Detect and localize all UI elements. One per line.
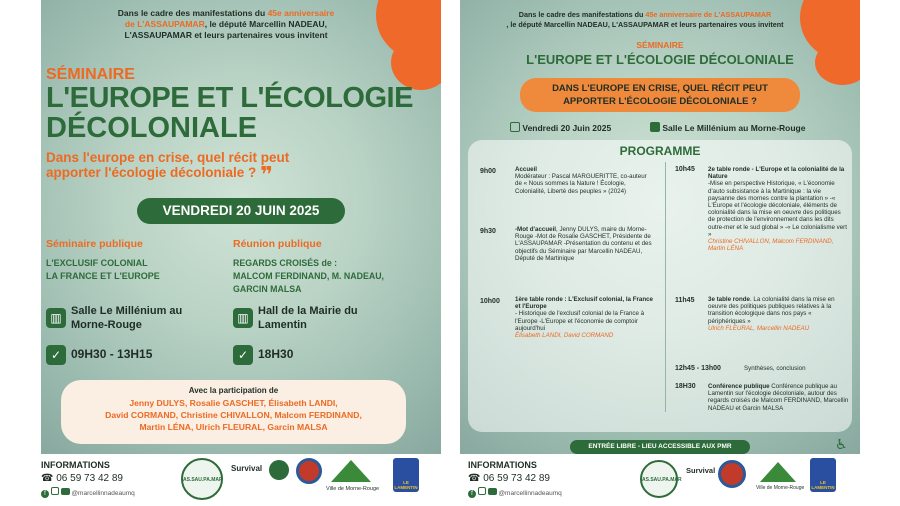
programme-item: Conférence publique Conférence publique au Lamentin sur l'écologie décoloniale, autour des regards croisés de Malcom FERDINAND, Marcellin NADEAU et Garcin MALSA xyxy=(708,383,849,412)
youtube-icon xyxy=(61,488,70,495)
col1-venue: Salle Le Millénium au Morne-Rouge xyxy=(71,305,183,331)
programme-item: Accueil Modérateur : Pascal MARGUERITTE, co-auteur de « Nous sommes la Nature ! Écologie, Colonialité, Liberté des peuples » (2024) xyxy=(515,166,647,195)
logo-morne-rouge-mountain xyxy=(331,460,371,482)
title-line1: L'EUROPE ET L'ÉCOLOGIE xyxy=(46,82,413,114)
item-time: 11h45 xyxy=(675,297,695,304)
phone-row: ☎ 06 59 73 42 89 xyxy=(41,473,123,484)
logo-lamentin: LE LAMENTIN xyxy=(393,458,419,492)
title: L'EUROPE ET L'ÉCOLOGIE DÉCOLONIALE xyxy=(526,52,794,67)
item-time: 9h30 xyxy=(480,228,496,235)
info-label: INFORMATIONS xyxy=(468,460,537,470)
calendar-check-icon-2: ✓ xyxy=(233,345,253,365)
col2-time: 18H30 xyxy=(258,347,294,361)
youtube-icon xyxy=(488,488,497,495)
phone-icon: ☎ xyxy=(41,473,54,484)
logo-lamentin: LE LAMENTIN xyxy=(810,458,836,492)
logo-partner-round xyxy=(296,458,322,484)
programme-item: -Mot d'accueil, Jenny DULYS, maire du Morne-Rouge -Mot de Rosalie GASCHET, Présidente de L'ASSAUPAMAR -Présentation du contenu et des objectifs du Séminaire par Marcellin NADEAU, Député de Martinique xyxy=(515,226,652,262)
venue-row: Salle Le Millénium au Morne-Rouge xyxy=(650,122,805,133)
programme-divider xyxy=(665,162,666,412)
participation-names: Jenny DULYS, Rosalie GASCHET, Élisabeth LANDI, David CORMAND, Christine CHIVALLON, Malcom FERDINAND, Martin LÉNA, Ulrich FLEURAL, Garcin MALSA xyxy=(105,398,362,432)
logo-morne-rouge-mountain xyxy=(760,462,796,482)
programme-item: Synthèses, conclusion xyxy=(744,365,806,372)
info-label: INFORMATIONS xyxy=(41,460,110,470)
title-line2: DÉCOLONIALE xyxy=(46,112,258,144)
flyer-right xyxy=(460,0,860,506)
programme-title: PROGRAMME xyxy=(619,144,701,158)
building-icon xyxy=(650,122,660,132)
flyer-left xyxy=(41,0,441,506)
facebook-icon: f xyxy=(41,490,49,498)
programme-item: 2e table ronde - L'Europe et la colonialité de la Nature -Mise en perspective Historique, « L'économie d'auto subsistance à la Martinique : la vie paysanne des mornes contre la plantation » -« L'Europe et l'écologie décoloniale, éléments de colonialité dans la mise en oeuvre des politiques de protection de l'environnement dans les dits outre-mer et le sud global » -« Le colonialisme vert » Christine CHIVALLON, Malcom FERDINAND, Martin LÉNA xyxy=(708,166,847,253)
col1-time: 09H30 - 13H15 xyxy=(71,347,153,361)
logo-survival: Survival xyxy=(231,464,263,473)
wheelchair-icon: ♿ xyxy=(835,436,848,452)
programme-item: 1ère table ronde : L'Exclusif colonial, la France et l'Europe - Historique de l'exclusif colonial de la France à l'Europe -L'Europe et l'économie de comptoir aujourd'hui Élisabeth LANDI, David CORMAND xyxy=(515,296,653,340)
intro-text: Dans le cadre des manifestations du 45e anniversaire de L'ASSAUPAMAR, le député Marcellin NADEAU, L'ASSAUPAMAR et leurs partenaires vous invitent xyxy=(117,8,335,40)
logo-survival: Survival xyxy=(686,466,716,475)
item-time: 12h45 - 13h00 xyxy=(675,365,721,372)
participation-box xyxy=(61,380,406,444)
building-icon: ▥ xyxy=(46,308,66,328)
logo-morne-rouge: Ville de Morne-Rouge xyxy=(756,485,805,491)
building-icon-2: ▥ xyxy=(233,308,253,328)
logo-morne-rouge: Ville de Morne-Rouge xyxy=(326,486,380,492)
instagram-icon xyxy=(51,487,59,495)
logo-assaupamar: AS.SAU.PA.MAR xyxy=(181,458,223,500)
date-row: Vendredi 20 Juin 2025 xyxy=(510,122,611,133)
col1-topic: L'EXCLUSIF COLONIAL LA FRANCE ET L'EUROPE xyxy=(46,258,160,281)
calendar-icon xyxy=(510,122,520,132)
col2-heading: Réunion publique xyxy=(233,238,322,250)
calendar-check-icon: ✓ xyxy=(46,345,66,365)
phone-row: ☎ 06 59 73 42 89 xyxy=(468,473,550,484)
footer xyxy=(41,454,441,506)
social-row: f @marcellinnadeaumq xyxy=(468,487,562,498)
programme-item: 3e table ronde. La colonialité dans la mise en oeuvre des politiques publiques relatives à la transition écologique dans nos pays « périphériques » Ulrich FLEURAL, Marcellin NADEAU xyxy=(708,296,835,332)
footer xyxy=(460,454,860,506)
facebook-icon: f xyxy=(468,490,476,498)
intro-text: Dans le cadre des manifestations du 45e anniversaire de L'ASSAUPAMAR , le député Marcellin NADEAU, L'ASSAUPAMAR et leurs partenaires vous invitent xyxy=(506,10,784,29)
item-time: 9h00 xyxy=(480,168,496,175)
kicker: SÉMINAIRE xyxy=(636,40,684,50)
item-time: 10h00 xyxy=(480,298,500,305)
entry-note: ENTRÉE LIBRE - LIEU ACCESSIBLE AUX PMR xyxy=(570,440,750,454)
question: Dans l'europe en crise, quel récit peut apporter l'écologie décoloniale ? ❞ xyxy=(46,150,290,187)
logo-partner-round xyxy=(718,460,746,488)
logo-survival-mark xyxy=(269,460,289,480)
item-time: 18H30 xyxy=(675,383,696,390)
social-row: f @marcellinnadeaumq xyxy=(41,487,135,498)
participation-intro: Avec la participation de xyxy=(188,386,279,395)
col2-topic: REGARDS CROISÉS de : MALCOM FERDINAND, M. NADEAU, GARCIN MALSA xyxy=(233,258,385,294)
phone-icon: ☎ xyxy=(468,473,481,484)
instagram-icon xyxy=(478,487,486,495)
item-time: 10h45 xyxy=(675,166,695,173)
col1-heading: Séminaire publique xyxy=(46,238,143,250)
question-banner: DANS L'EUROPE EN CRISE, QUEL RÉCIT PEUT APPORTER L'ÉCOLOGIE DÉCOLONIALE ? xyxy=(520,78,800,112)
date-badge: VENDREDI 20 JUIN 2025 xyxy=(137,198,345,224)
kicker: SÉMINAIRE xyxy=(46,66,135,83)
col2-venue: Hall de la Mairie du Lamentin xyxy=(258,305,358,331)
logo-assaupamar: AS.SAU.PA.MAR xyxy=(640,460,678,498)
quote-icon: ❞ xyxy=(260,162,273,187)
